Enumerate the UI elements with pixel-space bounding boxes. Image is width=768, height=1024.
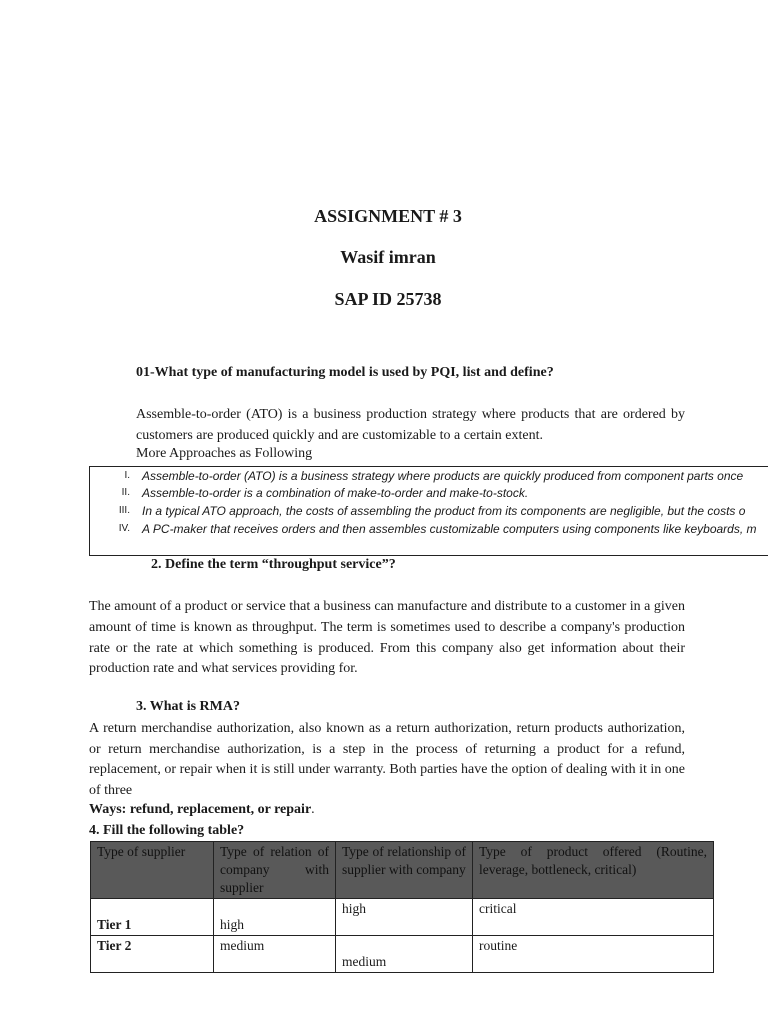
table-cell: Tier 2	[91, 936, 214, 973]
sap-id: SAP ID 25738	[334, 289, 442, 309]
list-item-text: Assemble-to-order (ATO) is a business strategy where products are quickly produced from component parts once	[142, 469, 744, 483]
question-3-answer: A return merchandise authorization, also known as a return authorization, return products authorization, or return merchandise authorization, is a step in the process of returning a product for a refund, replacement, or repair when it is still under warranty. Both parties have the option of dealing with it in one of three	[89, 721, 685, 798]
question-2-answer: The amount of a product or service that a business can manufacture and distribute to a customer in a given amount of time is known as throughput. The term is sometimes used to describe a company's production rate or the rate at which something is produced. From this company also get information about their production rate and what services providing for.	[89, 599, 685, 677]
rma-ways	[89, 802, 315, 818]
column-header: Type of product offered (Routine, leverage, bottleneck, critical)	[473, 842, 714, 899]
list-item-text: In a typical ATO approach, the costs of assembling the product from its components are negligible, but the costs o	[142, 504, 746, 518]
table-row	[91, 936, 714, 973]
table-cell: medium	[214, 936, 336, 973]
question-1-answer: Assemble-to-order (ATO) is a business production strategy where products that are ordered by customers are produced quickly and are customizable to a certain extent.	[136, 407, 685, 443]
table-header-row	[91, 842, 714, 899]
table-row	[91, 899, 714, 936]
table-cell: routine	[473, 936, 714, 973]
list-item-number: III.	[118, 505, 130, 516]
more-approaches-label: More Approaches as Following	[136, 446, 313, 461]
list-item-number: IV.	[118, 523, 130, 534]
table-cell: medium	[336, 936, 473, 973]
student-name: Wasif imran	[340, 247, 436, 267]
table-cell: Tier 1	[91, 899, 214, 936]
list-item-text: Assemble-to-order is a combination of make-to-order and make-to-stock.	[142, 486, 529, 500]
table-cell: high	[214, 899, 336, 936]
rma-ways-period: .	[311, 802, 315, 817]
list-item-text: A PC-maker that receives orders and then assembles customizable computers using components like keyboards, m	[142, 522, 757, 536]
question-1-heading: 01-What type of manufacturing model is used by PQI, list and define?	[136, 365, 554, 380]
column-header: Type of relationship of supplier with company	[336, 842, 473, 899]
list-item-number: I.	[124, 470, 130, 481]
question-4-heading: 4. Fill the following table?	[89, 823, 245, 838]
table-cell: high	[336, 899, 473, 936]
supplier-table	[90, 841, 714, 973]
list-item-number: II.	[121, 487, 130, 498]
approaches-list-box	[89, 466, 768, 556]
assignment-title: ASSIGNMENT # 3	[314, 206, 462, 226]
column-header: Type of relation of company with supplier	[214, 842, 336, 899]
column-header: Type of supplier	[91, 842, 214, 899]
table-cell: critical	[473, 899, 714, 936]
rma-ways-label: Ways: refund, replacement, or repair	[89, 802, 312, 817]
question-3-heading: 3. What is RMA?	[136, 699, 240, 714]
question-2-heading: 2. Define the term “throughput service”?	[151, 557, 396, 572]
